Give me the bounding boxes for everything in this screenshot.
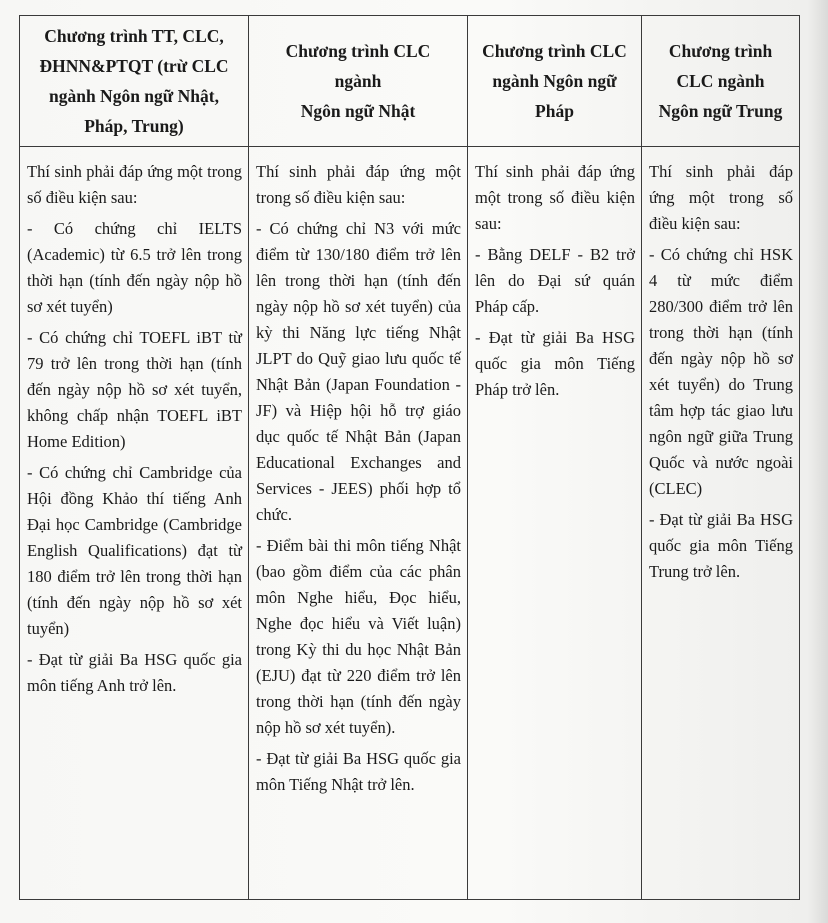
header-line: CLC ngành — [676, 71, 765, 91]
requirement-paragraph: Thí sinh phải đáp ứng một trong số điều kiện sau: — [256, 162, 461, 207]
admission-requirements-table — [19, 15, 800, 900]
header-line: ngành Ngôn ngữ — [492, 71, 617, 91]
header-cell-french — [468, 16, 642, 147]
requirement-paragraph: - Có chứng chỉ IELTS (Academic) từ 6.5 trở lên trong thời hạn (tính đến ngày nộp hồ sơ xét tuyển) — [27, 219, 242, 316]
requirement-paragraph: - Đạt từ giải Ba HSG quốc gia môn Tiếng Pháp trở lên. — [475, 328, 635, 399]
header-line: Ngôn ngữ Nhật — [300, 101, 416, 121]
requirement-paragraph: Thí sinh phải đáp ứng một trong số điều kiện sau: — [649, 162, 793, 233]
requirement-paragraph: Thí sinh phải đáp ứng một trong số điều kiện sau: — [27, 162, 242, 207]
header-line: Chương trình CLC — [285, 41, 431, 61]
requirement-paragraph: - Điểm bài thi môn tiếng Nhật (bao gồm điểm của các phân môn Nghe hiểu, Đọc hiểu, Nghe đọc hiểu và Viết luận) trong Kỳ thi du học Nhật Bản (EJU) đạt từ 220 điểm trở lên trong thời hạn (tính đến ngày nộp hồ sơ xét tuyển). — [256, 536, 461, 737]
requirement-paragraph: - Có chứng chỉ TOEFL iBT từ 79 trở lên trong thời hạn (tính đến ngày nộp hồ sơ xét tuyển, không chấp nhận TOEFL iBT Home Edition) — [27, 328, 242, 451]
header-line: Chương trình CLC — [482, 41, 627, 61]
requirements-cell-french — [468, 147, 642, 900]
header-line: Pháp — [535, 101, 574, 121]
requirement-paragraph: - Bằng DELF - B2 trở lên do Đại sứ quán Pháp cấp. — [475, 245, 635, 316]
header-row — [20, 16, 800, 147]
header-line: Chương trình — [668, 41, 773, 61]
requirement-paragraph: - Đạt từ giải Ba HSG quốc gia môn tiếng Anh trở lên. — [27, 650, 242, 695]
requirements-cell-chinese — [642, 147, 800, 900]
header-line: ngành Ngôn ngữ Nhật, — [48, 86, 219, 106]
header-cell-japanese — [249, 16, 468, 147]
requirements-cell-japanese — [249, 147, 468, 900]
requirements-cell-general-programs — [20, 147, 249, 900]
requirement-paragraph: - Có chứng chỉ HSK 4 từ mức điểm 280/300 điểm trở lên trong thời hạn (tính đến ngày nộp hồ sơ xét tuyển) do Trung tâm hợp tác giao lưu ngôn ngữ giữa Trung Quốc và nước ngoài (CLEC) — [649, 245, 793, 498]
header-line: Chương trình TT, CLC, — [44, 26, 224, 46]
requirement-paragraph: - Có chứng chỉ Cambridge của Hội đồng Khảo thí tiếng Anh Đại học Cambridge (Cambridge English Qualifications) đạt từ 180 điểm trở lên trong thời hạn (tính đến ngày nộp hồ sơ xét tuyển) — [27, 463, 242, 638]
header-line: ĐHNN&PTQT (trừ CLC — [39, 56, 229, 76]
header-cell-general-programs — [20, 16, 249, 147]
requirements-row — [20, 147, 800, 900]
requirement-paragraph: - Đạt từ giải Ba HSG quốc gia môn Tiếng Trung trở lên. — [649, 510, 793, 581]
header-line: Pháp, Trung) — [84, 116, 184, 136]
header-cell-chinese — [642, 16, 800, 147]
page-edge-shadow — [808, 0, 828, 923]
requirement-paragraph: Thí sinh phải đáp ứng một trong số điều kiện sau: — [475, 162, 635, 233]
header-line: Ngôn ngữ Trung — [658, 101, 783, 121]
requirement-paragraph: - Đạt từ giải Ba HSG quốc gia môn Tiếng Nhật trở lên. — [256, 749, 461, 794]
requirement-paragraph: - Có chứng chỉ N3 với mức điểm từ 130/180 điểm trở lên lên trong thời hạn (tính đến ngày nộp hồ sơ xét tuyển) của kỳ thi Năng lực tiếng Nhật JLPT do Quỹ giao lưu quốc tế Nhật Bản (Japan Foundation - JF) và Hiệp hội hỗ trợ giáo dục quốc tế Nhật Bản (Japan Educational Exchanges and Services - JEES) phối hợp tổ chức. — [256, 219, 461, 524]
header-line: ngành — [334, 71, 382, 91]
